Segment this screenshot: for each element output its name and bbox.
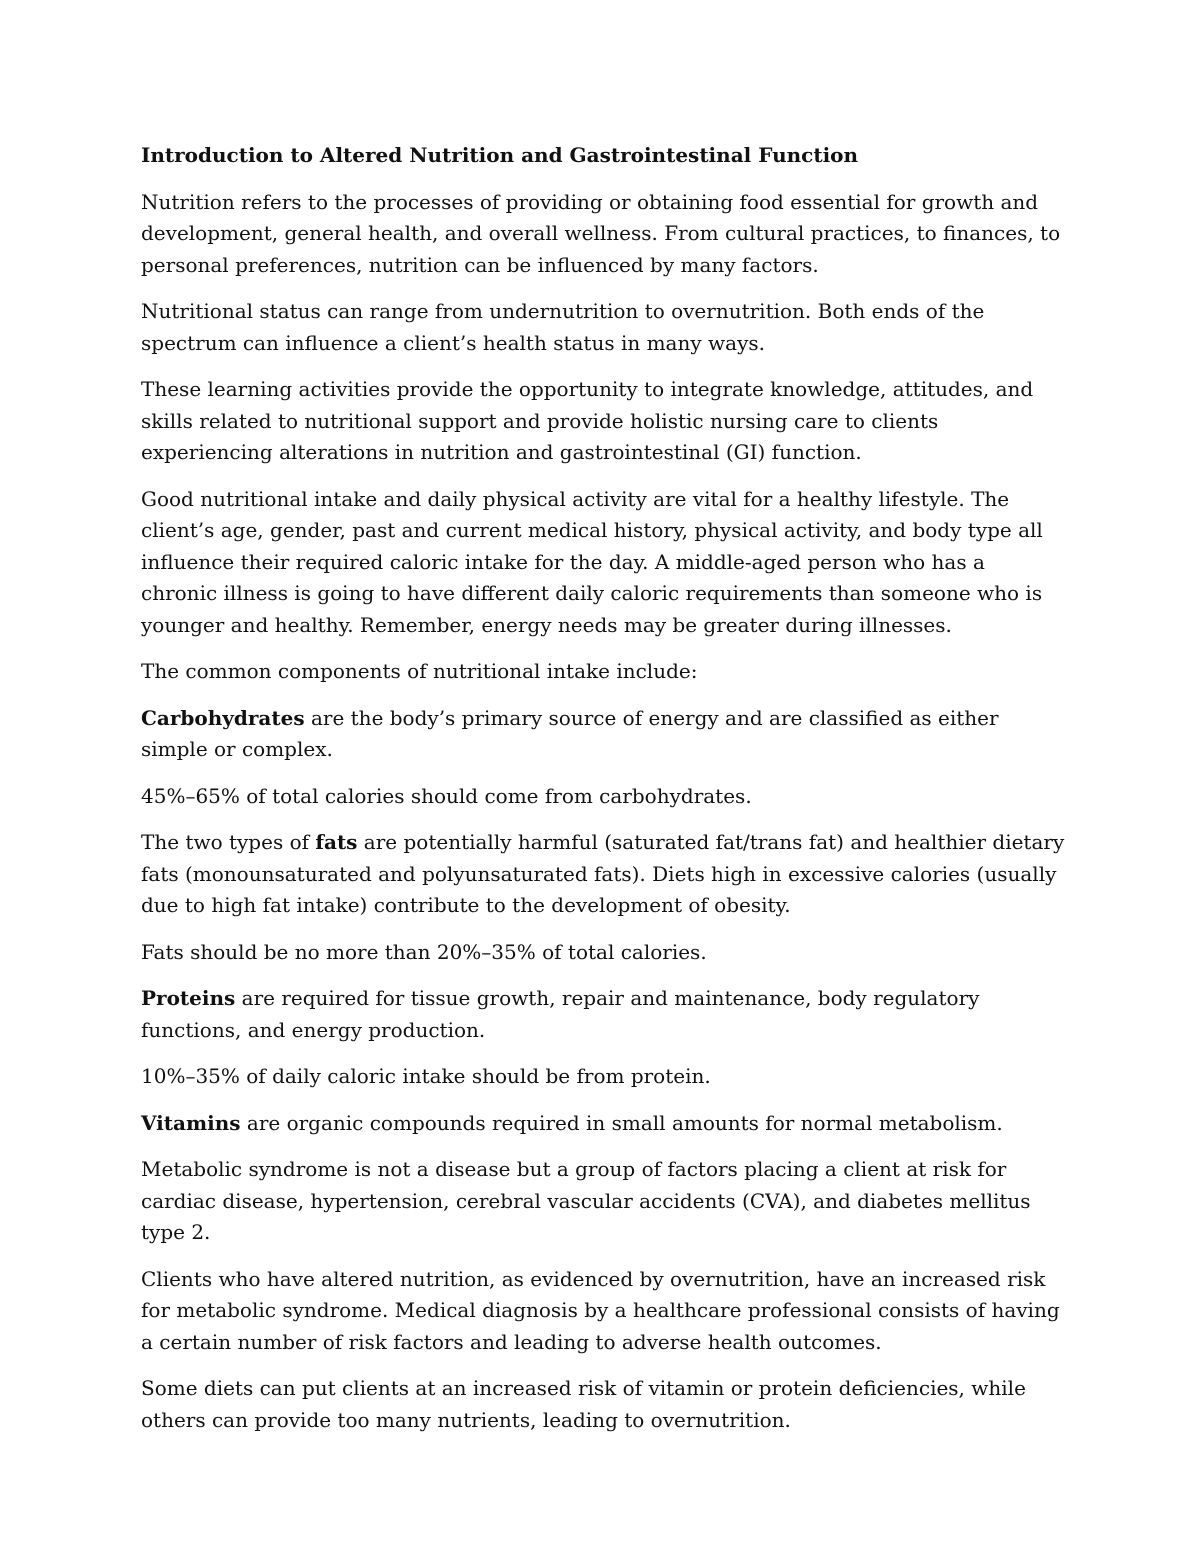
paragraph-nutritional-status: Nutritional status can range from undernutrition to overnutrition. Both ends of the spectrum can influence a client’s health status in many ways. xyxy=(141,299,985,355)
term-fats: fats xyxy=(315,830,358,854)
paragraph-carbohydrates xyxy=(141,703,1066,766)
paragraph-components-intro: The common components of nutritional intake include: xyxy=(141,659,698,683)
paragraph-vitamins xyxy=(141,1108,1066,1140)
fats-description: are potentially harmful (saturated fat/trans fat) and healthier dietary fats (monounsaturated and polyunsaturated fats). Diets high in excessive calories (usually due to high fat intake) contribute to the development of obesity. xyxy=(141,830,1065,917)
document-title: Introduction to Altered Nutrition and Gastrointestinal Function xyxy=(141,143,859,167)
paragraph-fats-guideline: Fats should be no more than 20%–35% of total calories. xyxy=(141,939,707,964)
paragraph-proteins-guideline: 10%–35% of daily caloric intake should be from protein. xyxy=(141,1064,711,1088)
paragraph-fats xyxy=(141,827,1066,922)
term-vitamins: Vitamins xyxy=(141,1110,241,1135)
paragraph-learning-activities: These learning activities provide the opportunity to integrate knowledge, attitudes, and skills related to nutritional support and provide holistic nursing care to clients experiencing alterations in nutrition and gastrointestinal (GI) function. xyxy=(141,377,1034,464)
paragraph-nutrition-definition: Nutrition refers to the processes of providing or obtaining food essential for growth and development, general health, and overall wellness. From cultural practices, to finances, to personal preferences, nutrition can be influenced by many factors. xyxy=(141,189,1061,277)
vitamins-description: are organic compounds required in small amounts for normal metabolism. xyxy=(240,1110,1003,1135)
paragraph-carbohydrates-guideline: 45%–65% of total calories should come from carbohydrates. xyxy=(141,783,752,808)
paragraph-diet-deficiencies: Some diets can put clients at an increased risk of vitamin or protein deficiencies, while others can provide too many nutrients, leading to overnutrition. xyxy=(141,1376,1026,1432)
fats-lead-in: The two types of xyxy=(141,830,316,854)
term-proteins: Proteins xyxy=(141,986,236,1010)
paragraph-good-nutrition: Good nutritional intake and daily physical activity are vital for a healthy lifestyle. The client’s age, gender, past and current medical history, physical activity, and body type all influence their required caloric intake for the day. A middle-aged person who has a chronic illness is going to have different daily caloric requirements than someone who is younger and healthy. Remember, energy needs may be greater during illnesses. xyxy=(141,486,1043,637)
paragraph-metabolic-syndrome: Metabolic syndrome is not a disease but a group of factors placing a client at risk for cardiac disease, hypertension, cerebral vascular accidents (CVA), and diabetes mellitus type 2. xyxy=(141,1157,1031,1244)
paragraph-altered-nutrition-risk: Clients who have altered nutrition, as evidenced by overnutrition, have an increased risk for metabolic syndrome. Medical diagnosis by a healthcare professional consists of having a certain number of risk factors and leading to adverse health outcomes. xyxy=(141,1266,1060,1354)
term-carbohydrates: Carbohydrates xyxy=(141,705,305,730)
carbohydrates-description: are the body’s primary source of energy and are classified as either simple or complex. xyxy=(141,705,999,761)
proteins-description: are required for tissue growth, repair and maintenance, body regulatory functions, and energy production. xyxy=(141,986,980,1042)
paragraph-proteins xyxy=(141,983,1066,1046)
document-page xyxy=(141,140,1066,1451)
